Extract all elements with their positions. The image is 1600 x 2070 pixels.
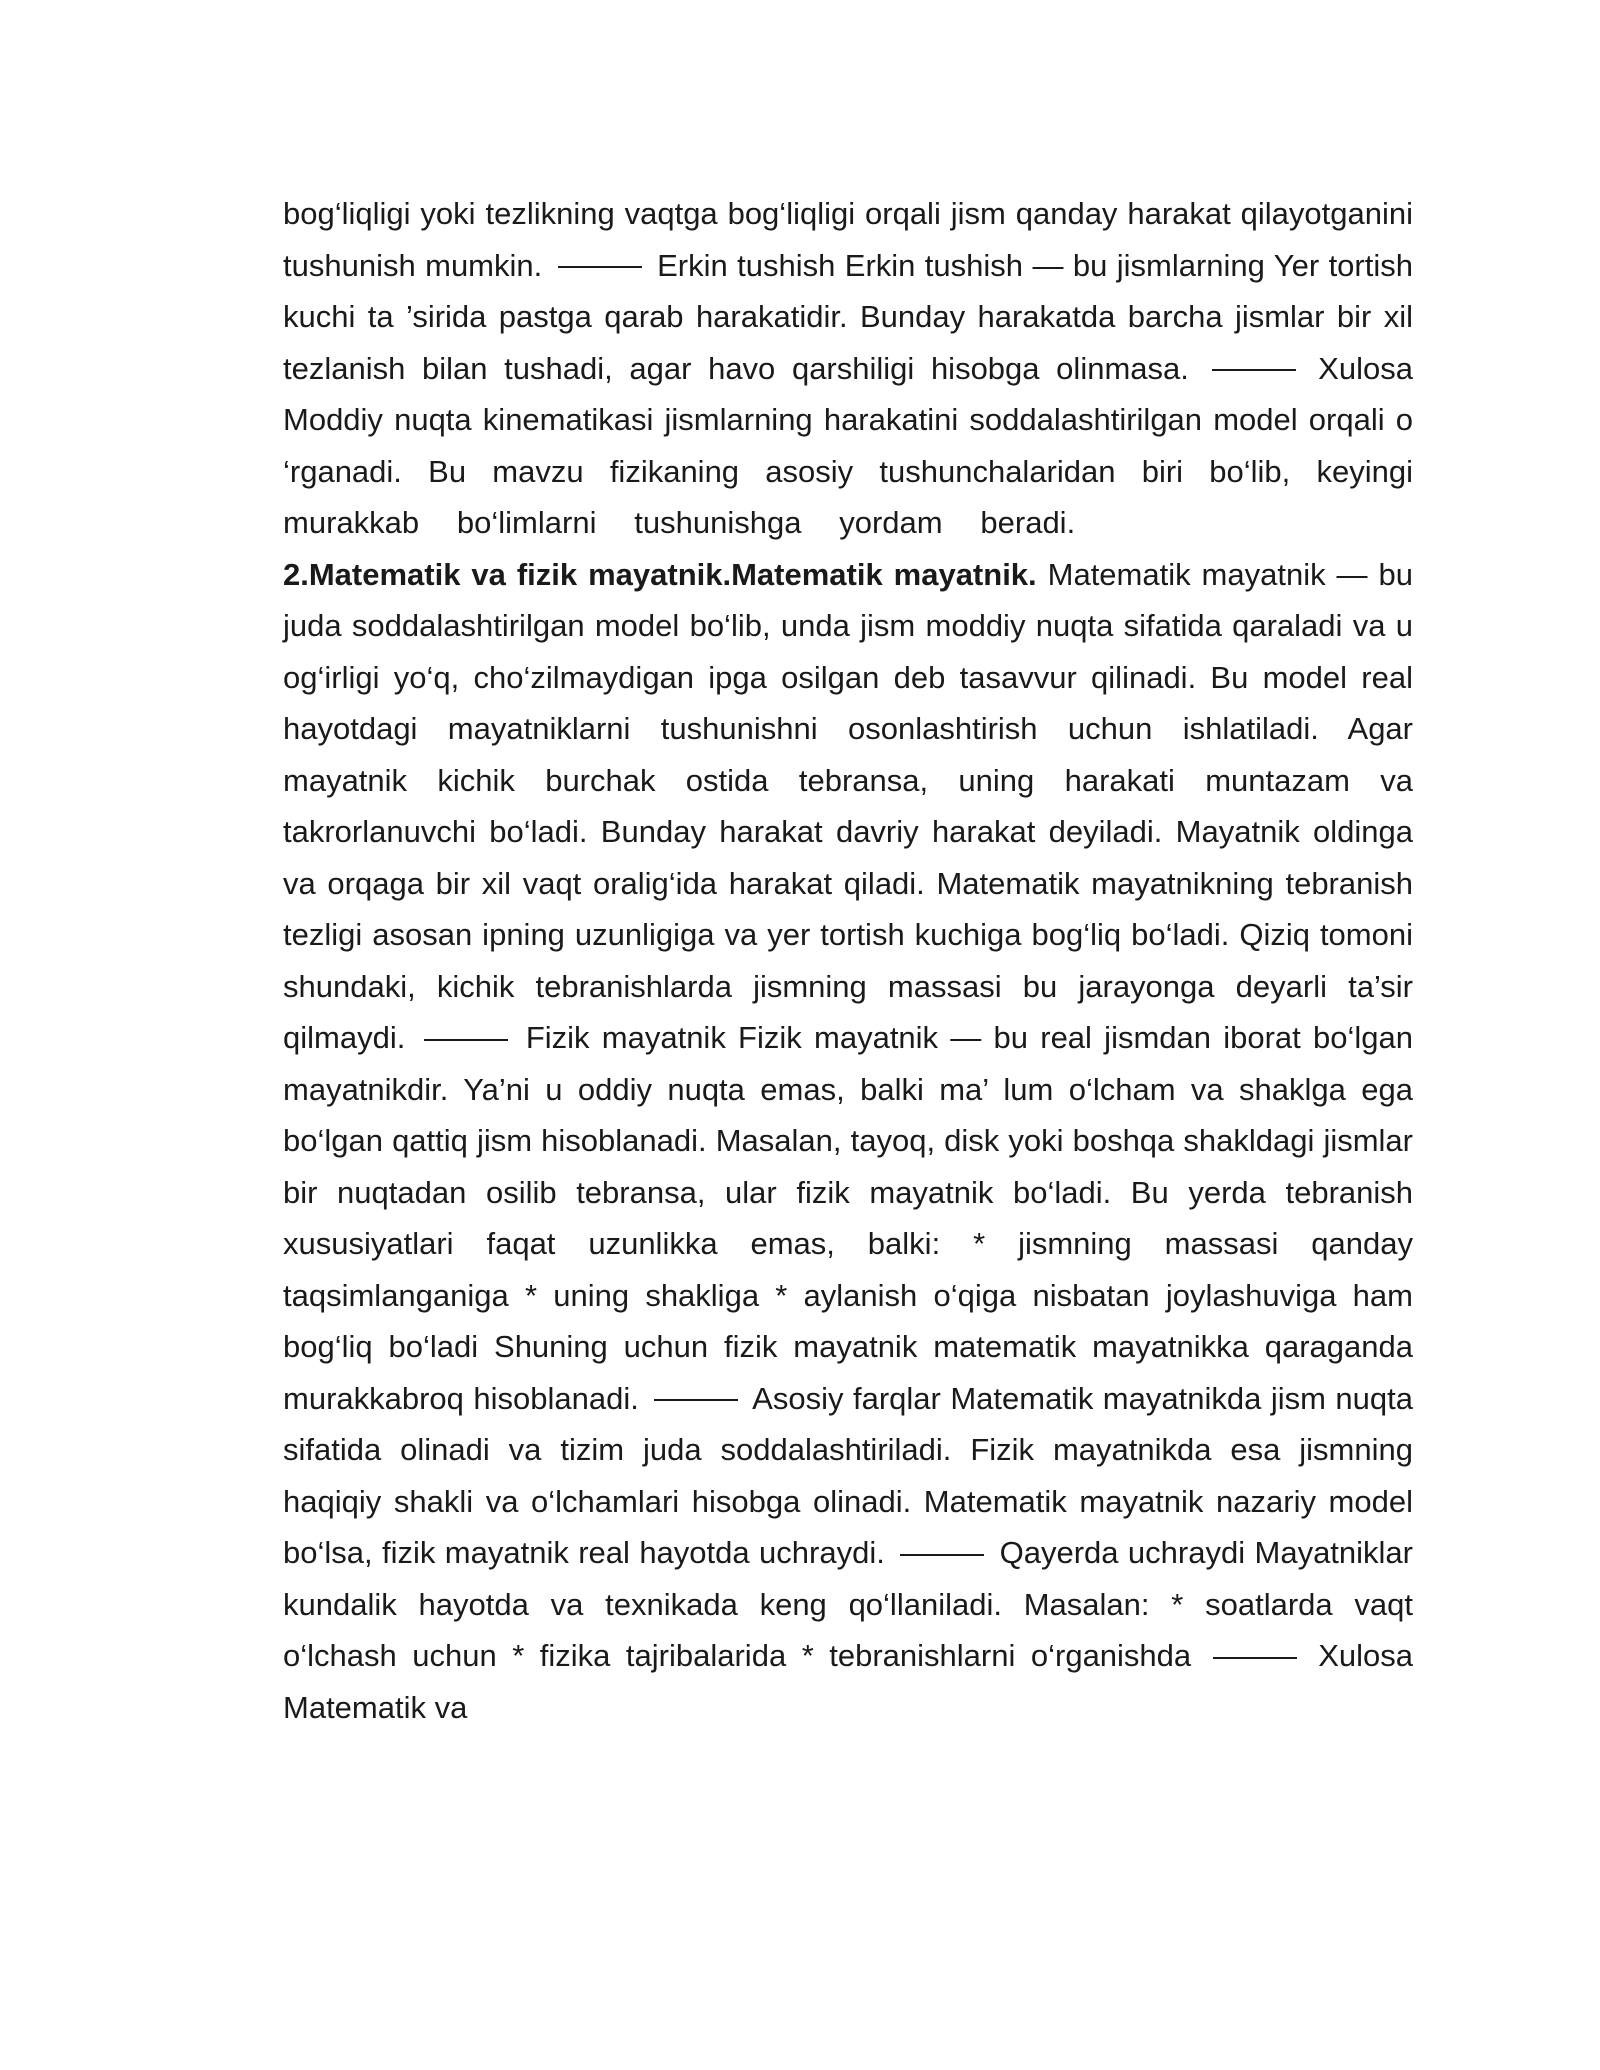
horizontal-rule-3 xyxy=(424,1039,508,1041)
text-segment-8: Xulosa Matematik va xyxy=(283,1638,1413,1725)
text-segment-4: Matematik mayatnik — bu juda soddalashtirilgan model bo‘lib, unda jism moddiy nuqta sifatida qaraladi va u og‘irligi yo‘q, cho‘zilmaydigan ipga osilgan deb tasavvur qilinadi. Bu model real hayotdagi mayatniklarni tushunishni osonlashtirish uchun ishlatiladi. Agar mayatnik kichik burchak ostida tebransa, uning harakati muntazam va takrorlanuvchi bo‘ladi. Bunday harakat davriy harakat deyiladi. Mayatnik oldinga va orqaga bir xil vaqt oralig‘ida harakat qiladi. Matematik mayatnikning tebranish tezligi asosan ipning uzunligiga va yer tortish kuchiga bog‘liq bo‘ladi. Qiziq tomoni shundaki, kichik tebranishlarda jismning massasi bu jarayonga deyarli ta’sir qilmaydi. xyxy=(283,556,1413,1055)
text-segment-6: Asosiy farqlar Matematik mayatnikda jism nuqta sifatida olinadi va tizim juda soddalashtiriladi. Fizik mayatnikda esa jismning haqiqiy shakli va o‘lchamlari hisobga olinadi. Matematik mayatnik nazariy model bo‘lsa, fizik mayatnik real hayotda uchraydi. xyxy=(283,1380,1413,1570)
document-page xyxy=(283,188,1413,1733)
horizontal-rule-5 xyxy=(900,1554,984,1556)
text-segment-7: Qayerda uchraydi Mayatniklar kundalik hayotda va texnikada keng qo‘llaniladi. Masalan: * soatlarda vaqt o‘lchash uchun * fizika tajribalarida * tebranishlarni o‘rganishda xyxy=(283,1535,1414,1673)
text-segment-1: bog‘liqligi yoki tezlikning vaqtga bog‘liqligi orqali jism qanday harakat qilayotganini tushunish mumkin. xyxy=(283,196,1413,283)
text-segment-5: Fizik mayatnik Fizik mayatnik — bu real jismdan iborat bo‘lgan mayatnikdir. Ya’ni u oddiy nuqta emas, balki ma’ lum o‘lcham va shaklga ega bo‘lgan qattiq jism hisoblanadi. Masalan, tayoq, disk yoki boshqa shakldagi jismlar bir nuqtadan osilib tebransa, ular fizik mayatnik bo‘ladi. Bu yerda tebranish xususiyatlari faqat uzunlikka emas, balki: * jismning massasi qanday taqsimlanganiga * uning shakliga * aylanish o‘qiga nisbatan joylashuviga ham bog‘liq bo‘ladi Shuning uchun fizik mayatnik matematik mayatnikka qaraganda murakkabroq hisoblanadi. xyxy=(283,1020,1413,1416)
section-heading: 2.Matematik va fizik mayatnik.Matematik mayatnik. xyxy=(283,556,1037,592)
text-segment-2: Erkin tushish Erkin tushish — bu jismlarning Yer tortish kuchi ta ’sirida pastga qarab harakatidir. Bunday harakatda barcha jismlar bir xil tezlanish bilan tushadi, agar havo qarshiligi hisobga olinmasa. xyxy=(283,247,1413,386)
body-text xyxy=(283,188,1413,1733)
horizontal-rule-6 xyxy=(1213,1657,1297,1659)
horizontal-rule-4 xyxy=(654,1399,738,1401)
text-segment-3: Xulosa Moddiy nuqta kinematikasi jismlarning harakatini soddalashtirilgan model orqali o ‘rganadi. Bu mavzu fizikaning asosiy tushunchalaridan biri bo‘lib, keyingi murakkab bo‘limlarni tushunishga yordam beradi. xyxy=(283,350,1413,540)
horizontal-rule-2 xyxy=(1212,369,1296,371)
horizontal-rule-1 xyxy=(558,266,642,268)
